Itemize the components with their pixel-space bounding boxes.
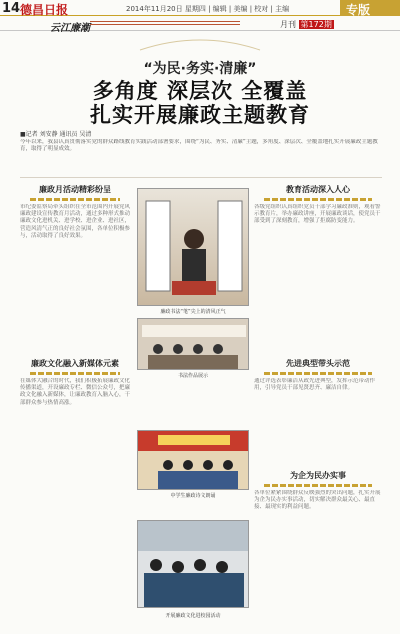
section-title: 廉政文化融入新媒体元素 <box>31 359 119 368</box>
column-name: 云江廉潮 <box>50 23 90 34</box>
section-role-models <box>254 356 382 464</box>
edition-badge: 专版 <box>340 0 400 16</box>
section-bar <box>30 198 120 201</box>
headline-line-2: 扎实开展廉政主题教育 <box>90 103 310 127</box>
photo-caption: 中学生廉政诗文朗诵 <box>170 493 216 499</box>
headline-kicker: “为民·务实·清廉” <box>143 61 257 77</box>
section-text: 市纪委监察局牵头组织在全市范围内开展党风廉政建设宣传教育月活动，通过多种形式推动廉政文化进机关、进学校、进企业、进社区，营造风清气正的良好社会氛围，各单位积极参与，活动取得了良好效果。 <box>20 204 130 239</box>
section-title: 廉政月活动精彩纷呈 <box>39 185 111 194</box>
photo-school-activity <box>137 520 249 608</box>
section-text: 在媒体大融合的时代，我们积极拓展廉政文化传播渠道，开设廉政专栏、微信公众号，把廉政文化融入新媒体，让廉政教育入脑入心，干部群众参与热情高涨。 <box>20 378 130 406</box>
section-text: 通过评选表彰廉洁从政先进典型，发挥示范带动作用，引导党员干部见贤思齐、廉洁自律。 <box>254 378 376 392</box>
decorative-ornament <box>0 30 400 58</box>
section-title: 先进典型带头示范 <box>286 359 350 368</box>
photo-illustration <box>138 521 249 608</box>
byline: ■记者 刘安静 通讯员 吴清 <box>20 131 92 138</box>
section-bar <box>30 372 120 375</box>
divider <box>20 177 382 178</box>
photo-illustration <box>138 189 249 306</box>
issue-label: 月刊 第172期 <box>280 20 332 29</box>
section-education <box>254 182 382 354</box>
section-bar <box>264 484 372 487</box>
photo-illustration <box>138 319 249 370</box>
lead-paragraph: 今年以来，我县认真贯彻落实党的群众路线教育实践活动部署要求，围绕“为民、务实、清廉”主题，多角度、深层次、全覆盖地扎实开展廉政主题教育，取得了明显成效。 <box>20 139 378 152</box>
section-title: 教育活动深入人心 <box>286 185 350 194</box>
photo-calligraphy <box>137 188 249 306</box>
photo-recitation <box>137 430 249 490</box>
photo-caption: 开展廉政文化进校园活动 <box>165 613 221 619</box>
paper-name: 德昌日报 <box>20 3 69 17</box>
column-rule <box>90 21 240 25</box>
masthead <box>0 0 400 16</box>
photo-illustration <box>138 431 249 490</box>
page-number: 14 <box>2 1 21 16</box>
headline-line-1: 多角度 深层次 全覆盖 <box>92 79 308 103</box>
section-practical-affairs <box>254 468 382 628</box>
section-anticorruption-month <box>20 182 130 352</box>
column-header <box>0 17 400 34</box>
photo-caption: 书法作品展示 <box>177 373 208 379</box>
section-bar <box>264 198 372 201</box>
photo-caption: 廉政书法“笔”尖上的清风正气 <box>160 309 226 315</box>
section-bar <box>264 372 372 375</box>
section-title: 为企为民办实事 <box>290 471 346 480</box>
section-new-media <box>20 356 130 628</box>
section-text: 各单位紧紧围绕群众反映强烈的突出问题，扎实开展为企为民办实事活动，切实解决群众最关心、最直接、最现实的利益问题。 <box>254 490 381 511</box>
photo-exhibition <box>137 318 249 370</box>
dateline: 2014年11月20日 星期四 | 编辑 | 美编 | 校对 | 主编 <box>126 5 290 13</box>
section-text: 各级党组织认真组织党员干部学习廉政准则，观看警示教育片，举办廉政讲座，开展廉政谈话，使党员干部受到了深刻教育，增强了拒腐防变能力。 <box>254 204 381 225</box>
